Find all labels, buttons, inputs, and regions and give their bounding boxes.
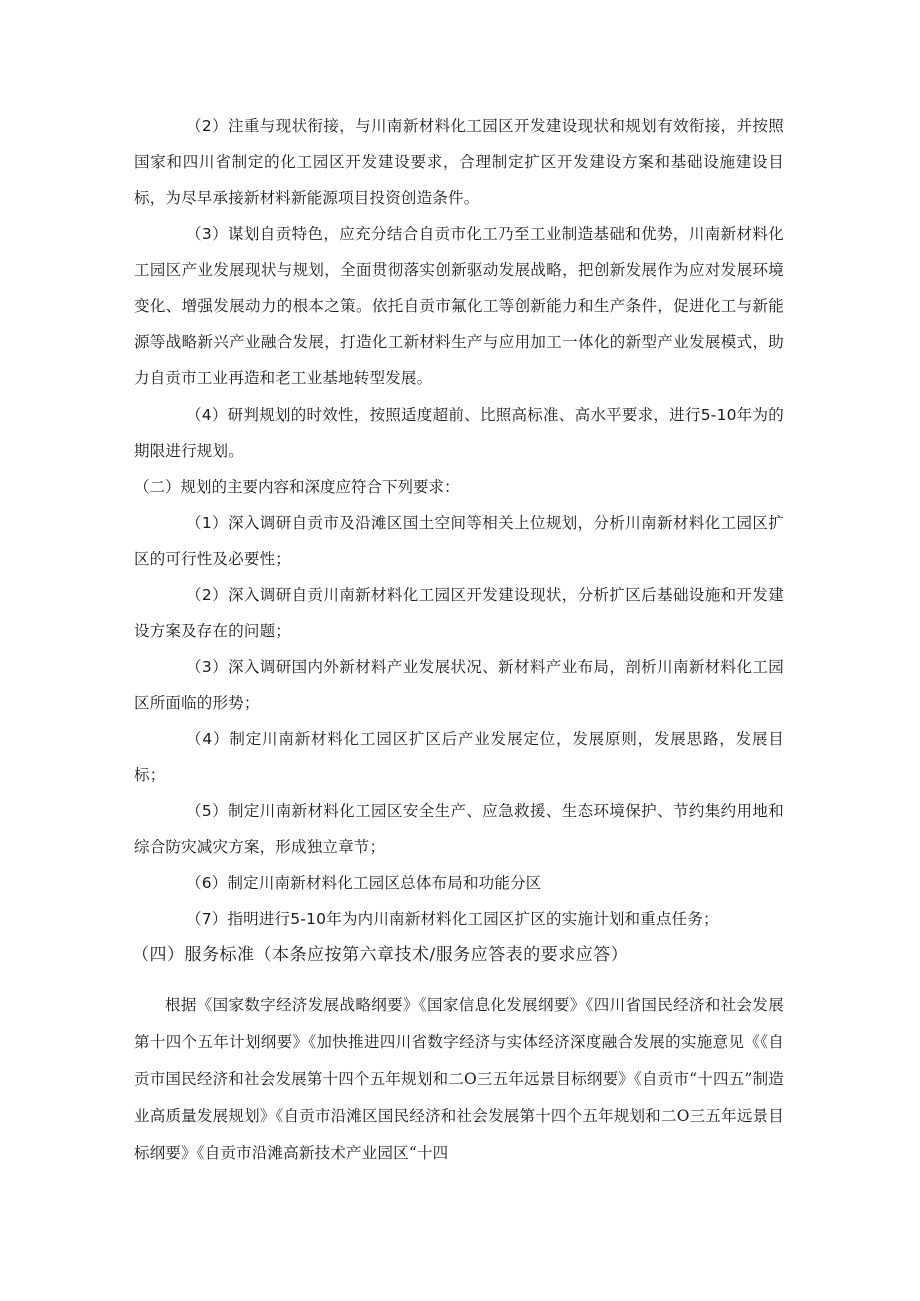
requirement-item-7: （7）指明进行5-10年为内川南新材料化工园区扩区的实施计划和重点任务； — [186, 910, 719, 928]
requirement-item-2: （2）深入调研自贡川南新材料化工园区开发建设现状，分析扩区后基础设施和开发建设方案及存在的问题； — [134, 586, 784, 640]
requirement-item-5: （5）制定川南新材料化工园区安全生产、应急救援、生态环境保护、节约集约用地和综合防灾减灾方案，形成独立章节； — [134, 802, 784, 856]
section-heading-4: （四）服务标准（本条应按第六章技术/服务应答表的要求应答） — [132, 945, 629, 965]
requirement-item-3: （3）深入调研国内外新材料产业发展状况、新材料产业布局，剖析川南新材料化工园区所面临的形势； — [134, 658, 784, 712]
requirement-item-6: （6）制定川南新材料化工园区总体布局和功能分区 — [186, 874, 542, 892]
paragraph-item-3: （3）谋划自贡特色，应充分结合自贡市化工乃至工业制造基础和优势，川南新材料化工园区产业发展现状与规划，全面贯彻落实创新驱动发展战略，把创新发展作为应对发展环境变化、增强发展动力的根本之策。依托自贡市氟化工等创新能力和生产条件，促进化工与新能源等战略新兴产业融合发展，打造化工新材料生产与应用加工一体化的新型产业发展模式，助力自贡市工业再造和老工业基地转型发展。 — [134, 225, 784, 387]
section-heading-2: （二）规划的主要内容和深度应符合下列要求： — [134, 478, 460, 496]
service-standard-body: 根据《国家数字经济发展战略纲要》《国家信息化发展纲要》《四川省国民经济和社会发展第十四个五年计划纲要》《加快推进四川省数字经济与实体经济深度融合发展的实施意见《《自贡市国民经济和社会发展第十四个五年规划和二O三五年远景目标纲要》《自贡市“十四五”制造业高质量发展规划》《自贡市沿滩区国民经济和社会发展第十四个五年规划和二O三五年远景目标纲要》《自贡市沿滩高新技术产业园区“十四 — [134, 996, 784, 1162]
paragraph-item-2: （2）注重与现状衔接，与川南新材料化工园区开发建设现状和规划有效衔接，并按照国家和四川省制定的化工园区开发建设要求，合理制定扩区开发建设方案和基础设施建设目标，为尽早承接新材料新能源项目投资创造条件。 — [134, 117, 784, 207]
paragraph-item-4: （4）研判规划的时效性，按照适度超前、比照高标准、高水平要求，进行5-10年为的期限进行规划。 — [134, 406, 784, 460]
requirement-item-4: （4）制定川南新材料化工园区扩区后产业发展定位，发展原则，发展思路，发展目标； — [134, 730, 784, 784]
requirement-item-1: （1）深入调研自贡市及沿滩区国土空间等相关上位规划，分析川南新材料化工园区扩区的可行性及必要性； — [134, 514, 784, 568]
